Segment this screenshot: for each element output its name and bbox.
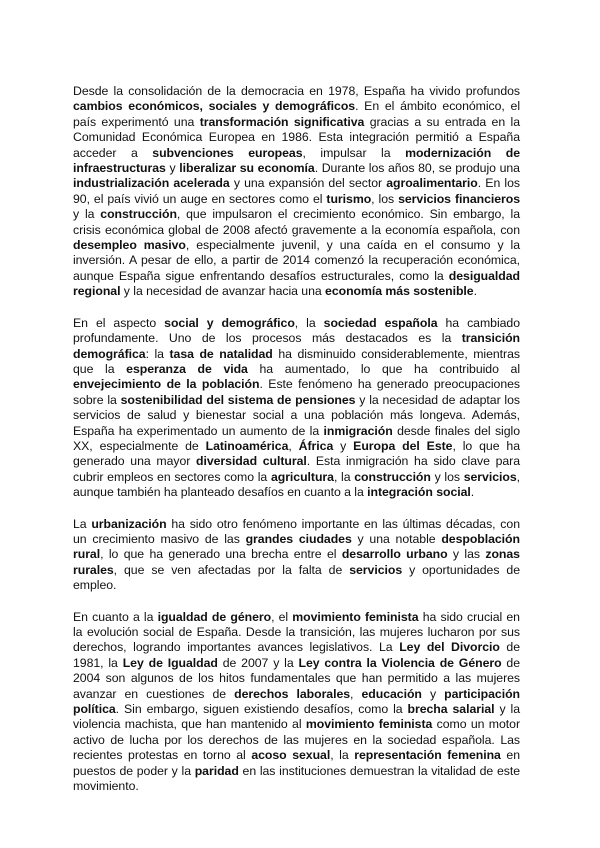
- bold-term: derechos laborales: [234, 686, 351, 701]
- bold-term: grandes ciudades: [245, 531, 352, 546]
- bold-term: industrialización acelerada: [73, 176, 230, 191]
- text-run: En cuanto a la: [73, 609, 158, 624]
- text-run: . Sin embargo, siguen existiendo desafíos, como la: [115, 702, 408, 717]
- bold-term: diversidad cultural: [196, 454, 307, 469]
- bold-term: igualdad de género: [157, 609, 272, 624]
- text-run: ha sido otro fenómeno importante en las últimas décadas, con un crecimiento masivo de las: [73, 516, 520, 546]
- bold-term: liberalizar su economía: [179, 161, 315, 176]
- bold-term: economía más sostenible: [325, 284, 474, 299]
- bold-term: servicios: [463, 469, 517, 484]
- bold-term: despoblación rural: [73, 531, 520, 562]
- bold-term: sociedad española: [323, 315, 438, 330]
- bold-term: inmigración: [323, 423, 393, 438]
- text-run: , especialmente juvenil, y una caída en el consumo y la inversión. A pesar de ello, a partir de 2014 comenzó la recuperación económica, aunque España sigue enfrentando desafíos estructurales, como la: [73, 238, 520, 283]
- bold-term: tasa de natalidad: [169, 346, 273, 361]
- bold-term: desigualdad regional: [73, 268, 520, 299]
- bold-term: educación: [361, 686, 422, 701]
- bold-term: Ley de Igualdad: [122, 655, 218, 670]
- bold-term: integración social: [367, 485, 471, 500]
- text-run: ,: [288, 438, 299, 453]
- text-run: de 1981, la: [73, 640, 520, 670]
- text-run: en las instituciones demuestran la vitalidad de este movimiento.: [73, 763, 520, 794]
- bold-term: agricultura: [270, 469, 334, 484]
- text-run: . Este fenómeno ha generado preocupaciones sobre la: [73, 377, 520, 407]
- bold-term: desempleo masivo: [73, 238, 186, 253]
- text-run: , aunque también ha planteado desafíos en cuanto a la: [73, 469, 520, 500]
- text-run: . Esta inmigración ha sido clave para cubrir empleos en sectores como la: [73, 454, 520, 484]
- bold-term: Europa del Este: [353, 438, 453, 453]
- text-run: y la: [73, 207, 101, 222]
- bold-term: turismo: [326, 191, 372, 206]
- bold-term: Ley del Divorcio: [399, 640, 500, 655]
- text-run: , lo que ha generado una brecha entre el: [100, 547, 342, 562]
- text-run: .: [470, 485, 475, 500]
- text-run: y la necesidad de avanzar hacia una: [120, 284, 326, 299]
- text-run: La: [73, 516, 92, 531]
- text-run: y una expansión del sector: [229, 176, 387, 191]
- bold-term: Ley contra la Violencia de Género: [298, 655, 502, 670]
- text-run: ha aumentado, lo que ha contribuido al: [247, 361, 521, 376]
- text-run: y: [333, 438, 354, 453]
- text-run: y la violencia machista, que han mantenido al: [73, 702, 520, 732]
- bold-term: África: [298, 438, 334, 453]
- bold-term: esperanza de vida: [126, 361, 248, 376]
- text-run: gracias a su entrada en la Comunidad Económica Europea en 1986. Esta integración permitió a España acceder a: [73, 114, 520, 160]
- paragraph-society-demography: [73, 316, 520, 501]
- text-run: , el: [271, 609, 293, 624]
- text-run: Desde la consolidación de la democracia en 1978, España ha vivido profundos: [73, 84, 520, 98]
- bold-term: desarrollo urbano: [341, 547, 448, 562]
- text-run: desde finales del siglo XX, especialmente de: [73, 423, 520, 453]
- bold-term: construcción: [100, 207, 177, 222]
- bold-term: cambios económicos, sociales y demográficos: [73, 99, 356, 114]
- text-run: y: [165, 161, 180, 176]
- text-run: , que se ven afectadas por la falta de: [113, 562, 350, 577]
- text-run: , la: [330, 748, 355, 763]
- text-run: , los: [371, 191, 399, 206]
- text-run: En el aspecto: [73, 315, 165, 330]
- bold-term: envejecimiento de la población: [73, 377, 260, 392]
- text-run: .: [473, 284, 477, 299]
- text-run: , la: [294, 315, 324, 330]
- text-run: ha cambiado profundamente. Uno de los procesos más destacados es la: [73, 315, 521, 346]
- text-run: , que impulsaron el crecimiento económico. Sin embargo, la crisis económica global de 2008 afectó gravemente a la economía española, con: [73, 207, 520, 237]
- bold-term: acoso sexual: [251, 748, 331, 763]
- bold-term: Latinoamérica: [205, 438, 289, 453]
- bold-term: brecha salarial: [407, 702, 495, 717]
- bold-term: servicios financieros: [398, 191, 521, 206]
- paragraph-gender-equality: [73, 610, 520, 795]
- bold-term: paridad: [194, 763, 239, 778]
- text-run: ,: [350, 686, 362, 701]
- bold-term: transición demográfica: [73, 331, 520, 361]
- bold-term: agroalimentario: [386, 176, 478, 191]
- text-run: , lo que ha generado una mayor: [73, 438, 520, 469]
- text-run: . En el ámbito económico, el país experimentó una: [73, 99, 521, 129]
- bold-term: sostenibilidad del sistema de pensiones: [120, 392, 356, 407]
- bold-term: representación femenina: [354, 748, 501, 763]
- bold-term: modernización de infraestructuras: [73, 145, 520, 176]
- text-run: , impulsar la: [302, 145, 406, 160]
- paragraph-urbanization: [73, 517, 520, 594]
- text-run: . En los 90, el país vivió un auge en sectores como el: [73, 176, 520, 206]
- text-run: y las: [447, 547, 486, 562]
- text-run: ha disminuido considerablemente, mientras que la: [73, 346, 520, 376]
- text-run: como un motor activo de lucha por los derechos de las mujeres en la sociedad española. Las recientes protestas en torno al: [73, 717, 520, 763]
- text-run: . Durante los años 80, se produjo una: [314, 161, 520, 176]
- bold-term: construcción: [354, 469, 431, 484]
- bold-term: movimiento feminista: [292, 609, 419, 624]
- bold-term: participación política: [73, 686, 521, 717]
- text-run: : la: [145, 346, 170, 361]
- text-run: y oportunidades de empleo.: [73, 562, 520, 593]
- text-run: y: [421, 686, 445, 701]
- paragraph-economy: [73, 84, 520, 300]
- text-run: y una notable: [351, 531, 442, 546]
- text-run: y los: [430, 469, 464, 484]
- text-run: de 2007 y la: [217, 655, 299, 670]
- bold-term: servicios: [349, 562, 403, 577]
- bold-term: transformación significativa: [199, 114, 365, 129]
- bold-term: zonas rurales: [73, 547, 520, 577]
- text-run: , la: [333, 469, 355, 484]
- bold-term: movimiento feminista: [305, 717, 433, 732]
- text-run: y la necesidad de adaptar los servicios de salud y bienestar social a una población más longeva. Además, España ha experimentado un aumento de la: [73, 392, 520, 438]
- bold-term: urbanización: [91, 516, 167, 531]
- text-run: ha sido crucial en la evolución social de España. Desde la transición, las mujeres lucharon por sus derechos, logrando importantes avances legislativos. La: [73, 609, 520, 655]
- text-run: en puestos de poder y la: [73, 748, 521, 778]
- bold-term: subvenciones europeas: [152, 145, 303, 160]
- text-run: de 2004 son algunos de los hitos fundamentales que han permitido a las mujeres avanzar en cuestiones de: [73, 655, 520, 701]
- bold-term: social y demográfico: [164, 315, 295, 330]
